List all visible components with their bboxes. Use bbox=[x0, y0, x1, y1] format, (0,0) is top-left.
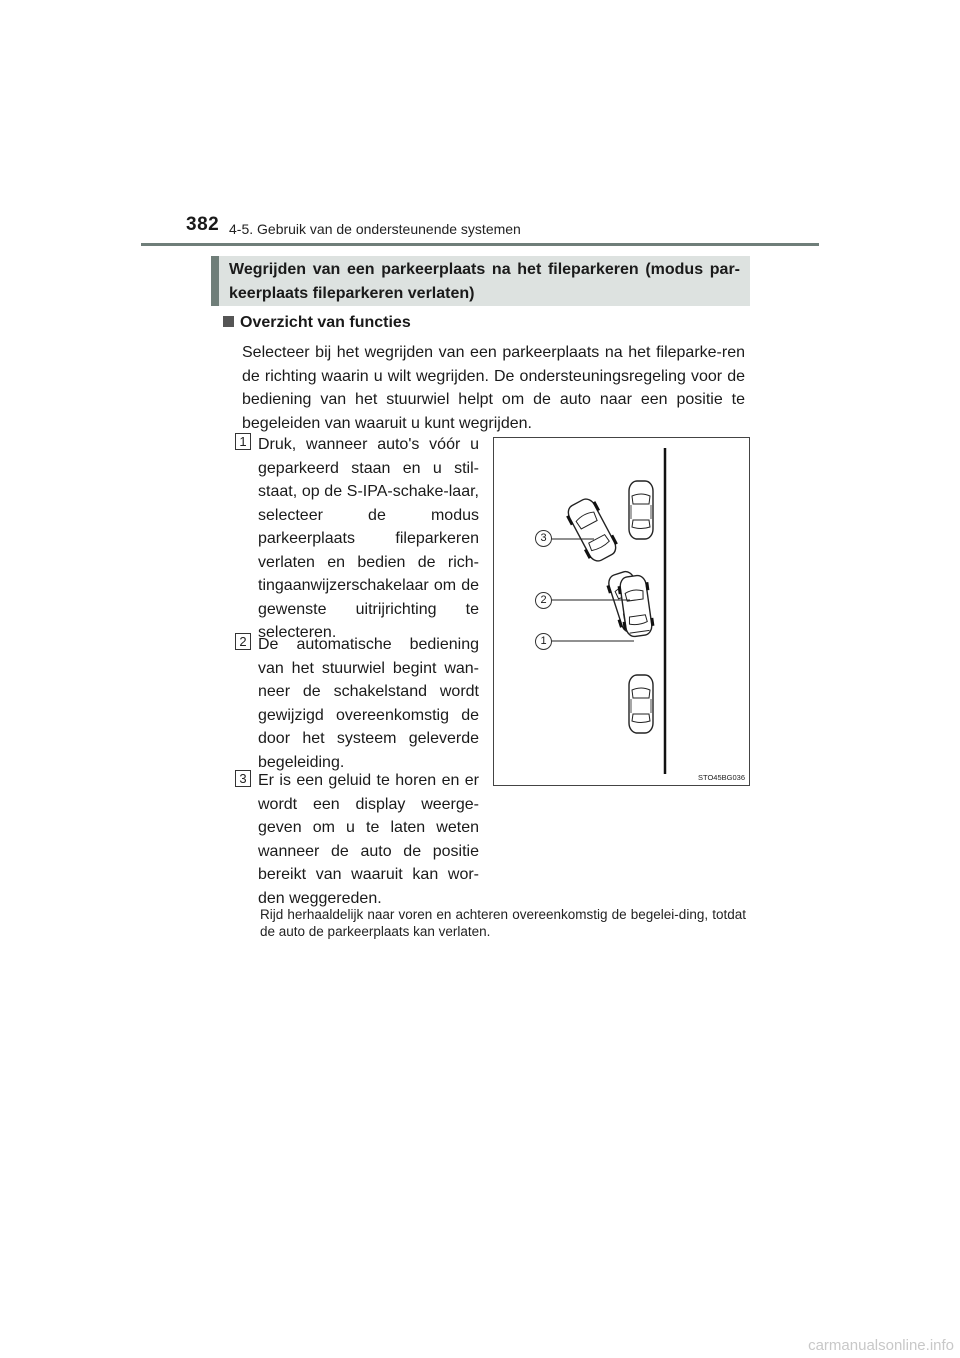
callout-3: 3 bbox=[535, 530, 552, 547]
note-text: Rijd herhaaldelijk naar voren en achteren overeenkomstig de begelei-ding, totdat de auto de parkeerplaats kan verlaten. bbox=[260, 907, 746, 939]
figure-code: STO45BG036 bbox=[698, 773, 745, 782]
subsection-title: Overzicht van functies bbox=[240, 314, 411, 331]
intro-paragraph: Selecteer bij het wegrijden van een parkeerplaats na het fileparke-ren de richting waarin u wilt wegrijden. De ondersteuningsregeling voor de bediening van het stuurwiel helpt om de auto naar een positie te begeleiden van waaruit u kunt wegrijden. bbox=[242, 344, 745, 432]
parking-diagram-illustration bbox=[494, 438, 749, 785]
chapter-title: 4-5. Gebruik van de ondersteunende systemen bbox=[229, 221, 521, 237]
square-bullet-icon bbox=[223, 316, 234, 327]
step-text-3: Er is een geluid te horen en er wordt een display weerge-geven om u te laten weten wanneer de auto de positie bereikt van waaruit kan wor-den weggereden. bbox=[258, 772, 479, 907]
parked-car-rear bbox=[629, 675, 653, 733]
step-text-2: De automatische bediening van het stuurwiel begint wan-neer de schakelstand wordt gewijzigd overeenkomstig de door het systeem geleverde begeleiding. bbox=[258, 636, 479, 771]
callout-2: 2 bbox=[535, 592, 552, 609]
parked-car-front bbox=[629, 481, 653, 539]
page-number: 382 bbox=[186, 214, 220, 235]
section-title-box bbox=[211, 256, 750, 306]
header-rule bbox=[141, 243, 819, 246]
step-number-3: 3 bbox=[235, 770, 251, 787]
subsection-heading bbox=[223, 314, 411, 332]
watermark: carmanualsonline.info bbox=[808, 1337, 954, 1354]
section-title: Wegrijden van een parkeerplaats na het fileparkeren (modus par-keerplaats fileparkeren verlaten) bbox=[229, 261, 740, 302]
callout-1: 1 bbox=[535, 633, 552, 650]
step-number-1: 1 bbox=[235, 433, 251, 450]
step-text-1: Druk, wanneer auto's vóór u geparkeerd staan en u stil-staat, op de S-IPA-schake-laar, selecteer de modus parkeerplaats fileparkeren verlaten en bedien de rich-tingaanwijzerschakelaar om de gewenste uitrijrichting te selecteren. bbox=[258, 436, 479, 641]
parking-diagram bbox=[493, 437, 750, 786]
step-number-2: 2 bbox=[235, 633, 251, 650]
car-position-3 bbox=[564, 496, 620, 565]
